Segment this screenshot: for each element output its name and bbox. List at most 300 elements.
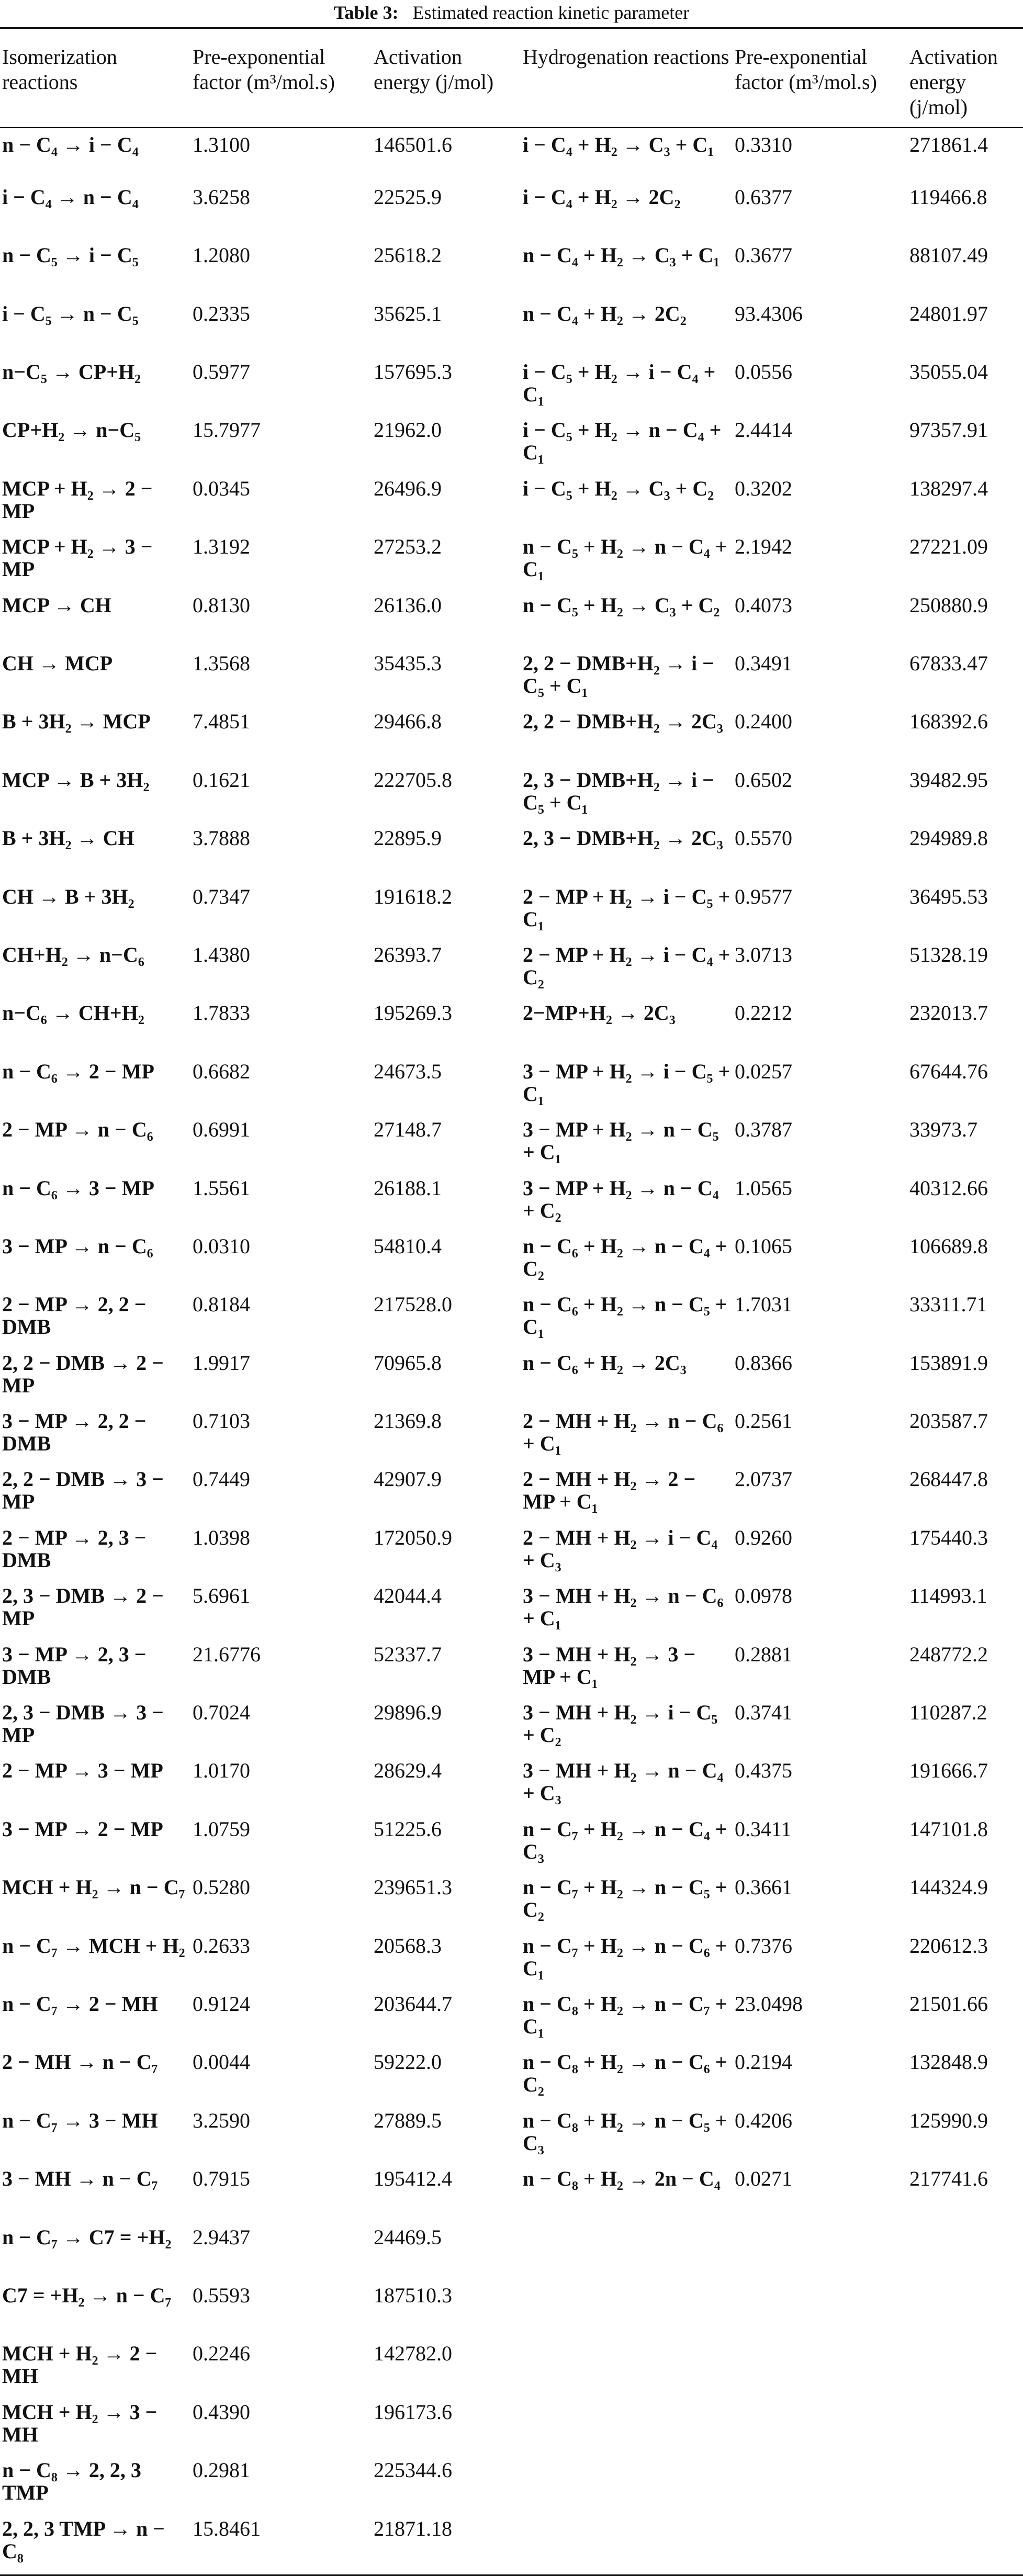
- table-row: [0, 2051, 1023, 2109]
- isomerization-reaction-cell: 3 − MH → n − C₇: [2, 2167, 158, 2191]
- iso-activation-energy-cell: 27889.5: [374, 2108, 442, 2132]
- hyd-pre-exponential-factor-cell: 0.2194: [735, 2050, 792, 2074]
- header-pre-exponential-factor: Pre-exponential factor (m³/mol.s): [190, 28, 372, 128]
- iso-pre-exponential-factor-cell: 0.7024: [193, 1701, 250, 1725]
- iso-activation-energy-cell: 217528.0: [374, 1292, 452, 1317]
- hydrogenation-reaction-cell: n − C₇ + H₂ → n − C₅ + C₂: [523, 1875, 727, 1922]
- iso-activation-energy-cell: 35435.3: [374, 651, 442, 676]
- table-row: [0, 594, 1023, 652]
- iso-activation-energy-cell: 26496.9: [374, 476, 442, 500]
- hyd-pre-exponential-factor-cell: 0.2400: [735, 710, 792, 734]
- hyd-pre-exponential-factor-cell: 0.9577: [735, 884, 792, 908]
- hyd-pre-exponential-factor-cell: [733, 2226, 907, 2284]
- hydrogenation-reaction-cell: n − C₇ + H₂ → n − C₄ + C₃: [523, 1817, 727, 1863]
- iso-pre-exponential-factor-cell: 0.7449: [193, 1467, 250, 1491]
- isomerization-reaction-cell: MCH + H₂ → 3 − MH: [2, 2400, 158, 2446]
- table-row: [0, 1410, 1023, 1468]
- table-row: [0, 1993, 1023, 2051]
- isomerization-reaction-cell: CH → B + 3H₂: [2, 884, 134, 908]
- header-activation-energy-2: Activation energy (j/mol): [907, 28, 1023, 128]
- hyd-activation-energy-cell: 175440.3: [909, 1525, 988, 1549]
- hyd-activation-energy-cell: 35055.04: [909, 360, 988, 384]
- hyd-activation-energy-cell: 147101.8: [909, 1817, 988, 1841]
- hydrogenation-reaction-cell: n − C₅ + H₂ → C₃ + C₂: [523, 593, 720, 617]
- hydrogenation-reaction-cell: [521, 2517, 733, 2575]
- hyd-activation-energy-cell: 67644.76: [909, 1059, 988, 1083]
- iso-pre-exponential-factor-cell: 0.2633: [193, 1933, 250, 1958]
- iso-pre-exponential-factor-cell: 0.5977: [193, 360, 250, 384]
- hyd-activation-energy-cell: [907, 2459, 1023, 2517]
- isomerization-reaction-cell: 2, 2 − DMB → 3 − MP: [2, 1467, 164, 1514]
- hyd-activation-energy-cell: 217741.6: [909, 2167, 988, 2191]
- table-row: [0, 1526, 1023, 1584]
- hyd-activation-energy-cell: 33311.71: [909, 1292, 987, 1317]
- iso-activation-energy-cell: 26188.1: [374, 1176, 442, 1200]
- hydrogenation-reaction-cell: n − C₈ + H₂ → n − C₇ + C₁: [523, 1992, 727, 2038]
- iso-activation-energy-cell: 196173.6: [374, 2400, 452, 2424]
- hyd-pre-exponential-factor-cell: [733, 2459, 907, 2517]
- hyd-activation-energy-cell: 39482.95: [909, 768, 988, 792]
- iso-activation-energy-cell: 70965.8: [374, 1351, 442, 1375]
- table-row: [0, 2226, 1023, 2284]
- isomerization-reaction-cell: CH → MCP: [2, 651, 113, 676]
- hyd-pre-exponential-factor-cell: 23.0498: [735, 1992, 803, 2016]
- hydrogenation-reaction-cell: n − C₈ + H₂ → 2n − C₄: [523, 2167, 721, 2191]
- iso-activation-energy-cell: 51225.6: [374, 1817, 442, 1841]
- hyd-activation-energy-cell: 248772.2: [909, 1642, 988, 1666]
- hydrogenation-reaction-cell: 2, 3 − DMB+H₂ → 2C₃: [523, 826, 723, 850]
- hydrogenation-reaction-cell: 3 − MH + H₂ → 3 − MP + C₁: [523, 1642, 696, 1689]
- isomerization-reaction-cell: MCP + H₂ → 2 − MP: [2, 476, 153, 523]
- hyd-activation-energy-cell: 168392.6: [909, 710, 988, 734]
- hyd-pre-exponential-factor-cell: 0.3741: [735, 1701, 792, 1725]
- iso-activation-energy-cell: 172050.9: [374, 1525, 452, 1549]
- iso-activation-energy-cell: 26136.0: [374, 593, 442, 617]
- iso-pre-exponential-factor-cell: 0.2981: [193, 2458, 250, 2482]
- hyd-pre-exponential-factor-cell: 0.8366: [735, 1351, 792, 1375]
- iso-activation-energy-cell: 142782.0: [374, 2342, 452, 2366]
- hyd-activation-energy-cell: 153891.9: [909, 1351, 988, 1375]
- isomerization-reaction-cell: CH+H₂ → n−C₆: [2, 942, 144, 966]
- iso-pre-exponential-factor-cell: 1.5561: [193, 1176, 250, 1200]
- hyd-activation-energy-cell: 88107.49: [909, 243, 988, 267]
- table-row: [0, 1934, 1023, 1993]
- isomerization-reaction-cell: B + 3H₂ → CH: [2, 826, 134, 850]
- table-row: [0, 1701, 1023, 1759]
- isomerization-reaction-cell: 2 − MP → n − C₆: [2, 1118, 153, 1142]
- isomerization-reaction-cell: n − C₅ → i − C₅: [2, 243, 139, 267]
- hydrogenation-reaction-cell: 2 − MP + H₂ → i − C₄ + C₂: [523, 942, 730, 989]
- hyd-activation-energy-cell: 191666.7: [909, 1759, 988, 1783]
- hydrogenation-reaction-cell: i − C₄ + H₂ → 2C₂: [523, 185, 681, 209]
- hydrogenation-reaction-cell: 3 − MP + H₂ → n − C₄ + C₂: [523, 1176, 719, 1222]
- hyd-pre-exponential-factor-cell: [733, 2342, 907, 2400]
- iso-activation-energy-cell: 24673.5: [374, 1059, 442, 1083]
- iso-activation-energy-cell: 27148.7: [374, 1118, 442, 1142]
- hyd-pre-exponential-factor-cell: 0.1065: [735, 1234, 792, 1258]
- hydrogenation-reaction-cell: [521, 2401, 733, 2459]
- iso-pre-exponential-factor-cell: 15.7977: [193, 418, 261, 442]
- hyd-activation-energy-cell: [907, 2342, 1023, 2400]
- hydrogenation-reaction-cell: n − C₅ + H₂ → n − C₄ + C₁: [523, 535, 727, 581]
- isomerization-reaction-cell: 3 − MP → 2, 2 − DMB: [2, 1409, 147, 1456]
- hyd-pre-exponential-factor-cell: 0.2212: [735, 1001, 792, 1025]
- table-row: [0, 1002, 1023, 1060]
- table-row: [0, 1759, 1023, 1817]
- hyd-pre-exponential-factor-cell: 0.0978: [735, 1584, 792, 1608]
- header-activation-energy: Activation energy (j/mol): [372, 28, 521, 128]
- table-row: [0, 710, 1023, 768]
- table-row: [0, 2401, 1023, 2459]
- hyd-activation-energy-cell: 106689.8: [909, 1234, 988, 1258]
- iso-pre-exponential-factor-cell: 0.0345: [193, 476, 250, 500]
- table-caption-label: Table 3:: [333, 2, 399, 23]
- iso-activation-energy-cell: 21369.8: [374, 1409, 442, 1433]
- hydrogenation-reaction-cell: 2 − MP + H₂ → i − C₅ + C₁: [523, 884, 730, 931]
- iso-activation-energy-cell: 22895.9: [374, 826, 442, 850]
- iso-activation-energy-cell: 21871.18: [372, 2517, 521, 2575]
- hydrogenation-reaction-cell: 2 − MH + H₂ → 2 − MP + C₁: [523, 1467, 696, 1514]
- iso-pre-exponential-factor-cell: 21.6776: [193, 1642, 261, 1666]
- iso-pre-exponential-factor-cell: 7.4851: [193, 710, 250, 734]
- hydrogenation-reaction-cell: n − C₆ + H₂ → n − C₅ + C₁: [523, 1292, 727, 1339]
- hyd-activation-energy-cell: [907, 2401, 1023, 2459]
- iso-pre-exponential-factor-cell: 1.3568: [193, 651, 250, 676]
- table-row: [0, 2459, 1023, 2517]
- isomerization-reaction-cell: 2, 2, 3 TMP → n − C₈: [0, 2517, 190, 2575]
- table-row: [0, 652, 1023, 710]
- isomerization-reaction-cell: n−C₅ → CP+H₂: [2, 360, 141, 384]
- hyd-activation-energy-cell: 138297.4: [909, 476, 988, 500]
- iso-pre-exponential-factor-cell: 0.7915: [193, 2167, 250, 2191]
- hyd-pre-exponential-factor-cell: [733, 2401, 907, 2459]
- hyd-pre-exponential-factor-cell: 0.3310: [735, 132, 792, 156]
- hydrogenation-reaction-cell: 2, 2 − DMB+H₂ → i − C₅ + C₁: [523, 651, 714, 698]
- iso-pre-exponential-factor-cell: 2.9437: [193, 2225, 250, 2249]
- isomerization-reaction-cell: n − C₇ → MCH + H₂: [2, 1933, 185, 1958]
- hyd-pre-exponential-factor-cell: 1.7031: [735, 1292, 792, 1317]
- iso-activation-energy-cell: 239651.3: [374, 1875, 452, 1899]
- iso-pre-exponential-factor-cell: 0.7103: [193, 1409, 250, 1433]
- iso-activation-energy-cell: 187510.3: [374, 2283, 452, 2307]
- hyd-activation-energy-cell: [907, 2284, 1023, 2342]
- iso-pre-exponential-factor-cell: 0.0044: [193, 2050, 250, 2074]
- iso-activation-energy-cell: 59222.0: [374, 2050, 442, 2074]
- iso-pre-exponential-factor-cell: 15.8461: [190, 2517, 372, 2575]
- isomerization-reaction-cell: 2 − MP → 2, 3 − DMB: [2, 1525, 147, 1572]
- isomerization-reaction-cell: MCH + H₂ → n − C₇: [2, 1875, 185, 1899]
- iso-activation-energy-cell: 195412.4: [374, 2167, 452, 2191]
- hyd-activation-energy-cell: [907, 2517, 1023, 2575]
- hyd-pre-exponential-factor-cell: 1.0565: [735, 1176, 792, 1200]
- iso-activation-energy-cell: 191618.2: [374, 884, 452, 908]
- hyd-pre-exponential-factor-cell: [733, 2284, 907, 2342]
- table-row: [0, 2284, 1023, 2342]
- iso-activation-energy-cell: 225344.6: [374, 2458, 452, 2482]
- iso-activation-energy-cell: 35625.1: [374, 301, 442, 325]
- hyd-activation-energy-cell: 24801.97: [909, 301, 988, 325]
- hyd-pre-exponential-factor-cell: 0.6377: [735, 185, 792, 209]
- iso-pre-exponential-factor-cell: 3.2590: [193, 2108, 250, 2132]
- hyd-activation-energy-cell: 21501.66: [909, 1992, 988, 2016]
- iso-activation-energy-cell: 24469.5: [374, 2225, 442, 2249]
- hydrogenation-reaction-cell: i − C₅ + H₂ → i − C₄ + C₁: [523, 360, 716, 407]
- isomerization-reaction-cell: MCP + H₂ → 3 − MP: [2, 535, 153, 581]
- table-row: [0, 2167, 1023, 2225]
- isomerization-reaction-cell: MCP → B + 3H₂: [2, 768, 150, 792]
- iso-pre-exponential-factor-cell: 0.1621: [193, 768, 250, 792]
- hyd-pre-exponential-factor-cell: 0.0271: [735, 2167, 792, 2191]
- hyd-pre-exponential-factor-cell: 0.3661: [735, 1875, 792, 1899]
- hydrogenation-reaction-cell: 3 − MP + H₂ → n − C₅ + C₁: [523, 1118, 719, 1164]
- header-isomerization-reactions: Isomerization reactions: [0, 28, 190, 128]
- isomerization-reaction-cell: n − C₈ → 2, 2, 3 TMP: [2, 2458, 141, 2505]
- table-row: [0, 302, 1023, 361]
- hydrogenation-reaction-cell: 2−MP+H₂ → 2C₃: [523, 1001, 676, 1025]
- hydrogenation-reaction-cell: 2 − MH + H₂ → n − C₆ + C₁: [523, 1409, 724, 1456]
- table-row: [0, 1468, 1023, 1526]
- iso-pre-exponential-factor-cell: 0.2246: [193, 2342, 250, 2366]
- hydrogenation-reaction-cell: [521, 2226, 733, 2284]
- hydrogenation-reaction-cell: 3 − MH + H₂ → n − C₄ + C₃: [523, 1759, 724, 1805]
- hydrogenation-reaction-cell: n − C₇ + H₂ → n − C₆ + C₁: [523, 1933, 727, 1980]
- isomerization-reaction-cell: 3 − MP → 2, 3 − DMB: [2, 1642, 147, 1689]
- iso-pre-exponential-factor-cell: 0.0310: [193, 1234, 250, 1258]
- hyd-activation-energy-cell: 110287.2: [909, 1701, 987, 1725]
- iso-activation-energy-cell: 25618.2: [374, 243, 442, 267]
- hyd-pre-exponential-factor-cell: 0.3677: [735, 243, 792, 267]
- iso-pre-exponential-factor-cell: 1.3192: [193, 535, 250, 559]
- iso-pre-exponential-factor-cell: 3.6258: [193, 185, 250, 209]
- hydrogenation-reaction-cell: n − C₈ + H₂ → n − C₆ + C₂: [523, 2050, 727, 2097]
- table-caption-text: Estimated reaction kinetic parameter: [412, 2, 690, 23]
- iso-pre-exponential-factor-cell: 0.5280: [193, 1875, 250, 1899]
- hyd-pre-exponential-factor-cell: 0.3787: [735, 1118, 792, 1142]
- table-row: [0, 1177, 1023, 1235]
- table-row: [0, 1060, 1023, 1118]
- isomerization-reaction-cell: n−C₆ → CH+H₂: [2, 1001, 144, 1025]
- table-row: [0, 827, 1023, 885]
- iso-pre-exponential-factor-cell: 3.7888: [193, 826, 250, 850]
- iso-activation-energy-cell: 42044.4: [374, 1584, 442, 1608]
- isomerization-reaction-cell: C7 = +H₂ → n − C₇: [2, 2283, 172, 2307]
- hyd-pre-exponential-factor-cell: 2.1942: [735, 535, 792, 559]
- isomerization-reaction-cell: i − C₄ → n − C₄: [2, 185, 139, 209]
- iso-activation-energy-cell: 29466.8: [374, 710, 442, 734]
- table-row: [0, 2517, 1023, 2575]
- table-row: [0, 1876, 1023, 1934]
- hyd-pre-exponential-factor-cell: 0.7376: [735, 1933, 792, 1958]
- hyd-pre-exponential-factor-cell: 0.2881: [735, 1642, 792, 1666]
- isomerization-reaction-cell: n − C₆ → 3 − MP: [2, 1176, 154, 1200]
- hyd-pre-exponential-factor-cell: 0.4206: [735, 2108, 792, 2132]
- hydrogenation-reaction-cell: 2, 2 − DMB+H₂ → 2C₃: [523, 710, 723, 734]
- iso-pre-exponential-factor-cell: 1.0398: [193, 1525, 250, 1549]
- isomerization-reaction-cell: 2 − MP → 2, 2 − DMB: [2, 1292, 147, 1339]
- iso-pre-exponential-factor-cell: 1.7833: [193, 1001, 250, 1025]
- hyd-activation-energy-cell: 271861.4: [909, 132, 988, 156]
- table-header-row: [0, 28, 1023, 128]
- hyd-activation-energy-cell: 97357.91: [909, 418, 988, 442]
- hyd-pre-exponential-factor-cell: 0.0257: [735, 1059, 792, 1083]
- header-hydrogenation-reactions: Hydrogenation reactions: [521, 28, 733, 128]
- hydrogenation-reaction-cell: 3 − MH + H₂ → i − C₅ + C₂: [523, 1701, 718, 1747]
- hydrogenation-reaction-cell: n − C₆ + H₂ → n − C₄ + C₂: [523, 1234, 727, 1280]
- iso-pre-exponential-factor-cell: 0.2335: [193, 301, 250, 325]
- hyd-pre-exponential-factor-cell: 0.3491: [735, 651, 792, 676]
- table-row: [0, 2109, 1023, 2167]
- hyd-activation-energy-cell: 132848.9: [909, 2050, 988, 2074]
- hyd-activation-energy-cell: 114993.1: [909, 1584, 987, 1608]
- hyd-pre-exponential-factor-cell: [733, 2517, 907, 2575]
- hyd-activation-energy-cell: 67833.47: [909, 651, 988, 676]
- iso-pre-exponential-factor-cell: 1.9917: [193, 1351, 250, 1375]
- iso-activation-energy-cell: 42907.9: [374, 1467, 442, 1491]
- iso-activation-energy-cell: 52337.7: [374, 1642, 442, 1666]
- iso-pre-exponential-factor-cell: 0.5593: [193, 2283, 250, 2307]
- hyd-activation-energy-cell: 27221.09: [909, 535, 988, 559]
- isomerization-reaction-cell: MCH + H₂ → 2 − MH: [2, 2342, 158, 2388]
- hyd-pre-exponential-factor-cell: 0.4375: [735, 1759, 792, 1783]
- isomerization-reaction-cell: MCP → CH: [2, 593, 111, 617]
- iso-pre-exponential-factor-cell: 0.9124: [193, 1992, 250, 2016]
- table-row: [0, 1584, 1023, 1643]
- iso-activation-energy-cell: 157695.3: [374, 360, 452, 384]
- table-row: [0, 1235, 1023, 1293]
- table-row: [0, 885, 1023, 943]
- isomerization-reaction-cell: 2, 3 − DMB → 2 − MP: [2, 1584, 164, 1630]
- hyd-activation-energy-cell: 125990.9: [909, 2108, 988, 2132]
- isomerization-reaction-cell: CP+H₂ → n−C₅: [2, 418, 141, 442]
- hydrogenation-reaction-cell: i − C₅ + H₂ → n − C₄ + C₁: [523, 418, 722, 465]
- iso-pre-exponential-factor-cell: 0.8184: [193, 1292, 250, 1317]
- hyd-pre-exponential-factor-cell: 0.3202: [735, 476, 792, 500]
- hydrogenation-reaction-cell: i − C₅ + H₂ → C₃ + C₂: [523, 476, 714, 500]
- isomerization-reaction-cell: i − C₅ → n − C₅: [2, 301, 139, 325]
- isomerization-reaction-cell: 3 − MP → 2 − MP: [2, 1817, 163, 1841]
- hyd-pre-exponential-factor-cell: 0.4073: [735, 593, 792, 617]
- iso-activation-energy-cell: 21962.0: [374, 418, 442, 442]
- hydrogenation-reaction-cell: i − C₄ + H₂ → C₃ + C₁: [523, 132, 714, 156]
- table-row: [0, 419, 1023, 477]
- hyd-pre-exponential-factor-cell: 2.4414: [735, 418, 792, 442]
- isomerization-reaction-cell: n − C₇ → 2 − MH: [2, 1992, 158, 2016]
- table-row: [0, 186, 1023, 244]
- hyd-pre-exponential-factor-cell: 0.3411: [735, 1817, 792, 1841]
- hydrogenation-reaction-cell: [521, 2459, 733, 2517]
- iso-activation-energy-cell: 222705.8: [374, 768, 452, 792]
- iso-activation-energy-cell: 203644.7: [374, 1992, 452, 2016]
- hydrogenation-reaction-cell: n − C₈ + H₂ → n − C₅ + C₃: [523, 2108, 727, 2155]
- hyd-activation-energy-cell: 119466.8: [909, 185, 987, 209]
- iso-pre-exponential-factor-cell: 1.0170: [193, 1759, 250, 1783]
- iso-pre-exponential-factor-cell: 0.6682: [193, 1059, 250, 1083]
- hydrogenation-reaction-cell: [521, 2342, 733, 2400]
- iso-pre-exponential-factor-cell: 1.3100: [193, 132, 250, 156]
- iso-pre-exponential-factor-cell: 1.4380: [193, 942, 250, 966]
- hyd-activation-energy-cell: 294989.8: [909, 826, 988, 850]
- hyd-pre-exponential-factor-cell: 0.5570: [735, 826, 792, 850]
- kinetic-parameter-table: [0, 27, 1023, 2576]
- isomerization-reaction-cell: 2, 3 − DMB → 3 − MP: [2, 1701, 164, 1747]
- table-row: [0, 477, 1023, 535]
- hyd-pre-exponential-factor-cell: 0.9260: [735, 1525, 792, 1549]
- isomerization-reaction-cell: n − C₇ → 3 − MH: [2, 2108, 158, 2132]
- table-row: [0, 1118, 1023, 1176]
- table-row: [0, 244, 1023, 302]
- hydrogenation-reaction-cell: n − C₄ + H₂ → C₃ + C₁: [523, 243, 720, 267]
- iso-activation-energy-cell: 27253.2: [374, 535, 442, 559]
- iso-activation-energy-cell: 195269.3: [374, 1001, 452, 1025]
- header-pre-exponential-factor-2: Pre-exponential factor (m³/mol.s): [733, 28, 907, 128]
- table-row: [0, 2342, 1023, 2400]
- iso-pre-exponential-factor-cell: 1.0759: [193, 1817, 250, 1841]
- table-row: [0, 943, 1023, 1002]
- iso-pre-exponential-factor-cell: 0.8130: [193, 593, 250, 617]
- hyd-activation-energy-cell: 144324.9: [909, 1875, 988, 1899]
- table-row: [0, 1643, 1023, 1701]
- hydrogenation-reaction-cell: 3 − MH + H₂ → n − C₆ + C₁: [523, 1584, 724, 1630]
- isomerization-reaction-cell: B + 3H₂ → MCP: [2, 710, 151, 734]
- iso-activation-energy-cell: 146501.6: [374, 132, 452, 156]
- table-row: [0, 1352, 1023, 1410]
- table-row: [0, 1818, 1023, 1876]
- table-row: [0, 535, 1023, 593]
- hyd-pre-exponential-factor-cell: 3.0713: [735, 942, 792, 966]
- hyd-pre-exponential-factor-cell: 0.0556: [735, 360, 792, 384]
- iso-activation-energy-cell: 20568.3: [374, 1933, 442, 1958]
- hyd-activation-energy-cell: 51328.19: [909, 942, 988, 966]
- isomerization-reaction-cell: n − C₄ → i − C₄: [2, 132, 139, 156]
- iso-activation-energy-cell: 29896.9: [374, 1701, 442, 1725]
- hyd-pre-exponential-factor-cell: 0.6502: [735, 768, 792, 792]
- isomerization-reaction-cell: n − C₇ → C7 = +H₂: [2, 2225, 172, 2249]
- hydrogenation-reaction-cell: n − C₆ + H₂ → 2C₃: [523, 1351, 687, 1375]
- iso-activation-energy-cell: 28629.4: [374, 1759, 442, 1783]
- iso-pre-exponential-factor-cell: 0.7347: [193, 884, 250, 908]
- table-row: [0, 1293, 1023, 1351]
- iso-pre-exponential-factor-cell: 0.4390: [193, 2400, 250, 2424]
- table-row: [0, 128, 1023, 186]
- iso-activation-energy-cell: 26393.7: [374, 942, 442, 966]
- table-caption: [0, 0, 1023, 28]
- hyd-activation-energy-cell: 220612.3: [909, 1933, 988, 1958]
- hyd-activation-energy-cell: 33973.7: [909, 1118, 977, 1142]
- hyd-activation-energy-cell: 40312.66: [909, 1176, 988, 1200]
- isomerization-reaction-cell: 2 − MP → 3 − MP: [2, 1759, 163, 1783]
- hyd-activation-energy-cell: [907, 2226, 1023, 2284]
- hyd-pre-exponential-factor-cell: 93.4306: [735, 301, 803, 325]
- hyd-pre-exponential-factor-cell: 0.2561: [735, 1409, 792, 1433]
- iso-pre-exponential-factor-cell: 0.6991: [193, 1118, 250, 1142]
- hydrogenation-reaction-cell: 2, 3 − DMB+H₂ → i − C₅ + C₁: [523, 768, 714, 814]
- hyd-pre-exponential-factor-cell: 2.0737: [735, 1467, 792, 1491]
- table-row: [0, 361, 1023, 419]
- table-body: [0, 128, 1023, 2575]
- hydrogenation-reaction-cell: 2 − MH + H₂ → i − C₄ + C₃: [523, 1525, 718, 1572]
- iso-activation-energy-cell: 22525.9: [374, 185, 442, 209]
- hyd-activation-energy-cell: 268447.8: [909, 1467, 988, 1491]
- hyd-activation-energy-cell: 250880.9: [909, 593, 988, 617]
- isomerization-reaction-cell: 2, 2 − DMB → 2 − MP: [2, 1351, 164, 1397]
- hydrogenation-reaction-cell: [521, 2284, 733, 2342]
- isomerization-reaction-cell: 3 − MP → n − C₆: [2, 1234, 153, 1258]
- isomerization-reaction-cell: n − C₆ → 2 − MP: [2, 1059, 154, 1083]
- hyd-activation-energy-cell: 203587.7: [909, 1409, 988, 1433]
- hyd-activation-energy-cell: 36495.53: [909, 884, 988, 908]
- hyd-activation-energy-cell: 232013.7: [909, 1001, 988, 1025]
- isomerization-reaction-cell: 2 − MH → n − C₇: [2, 2050, 158, 2074]
